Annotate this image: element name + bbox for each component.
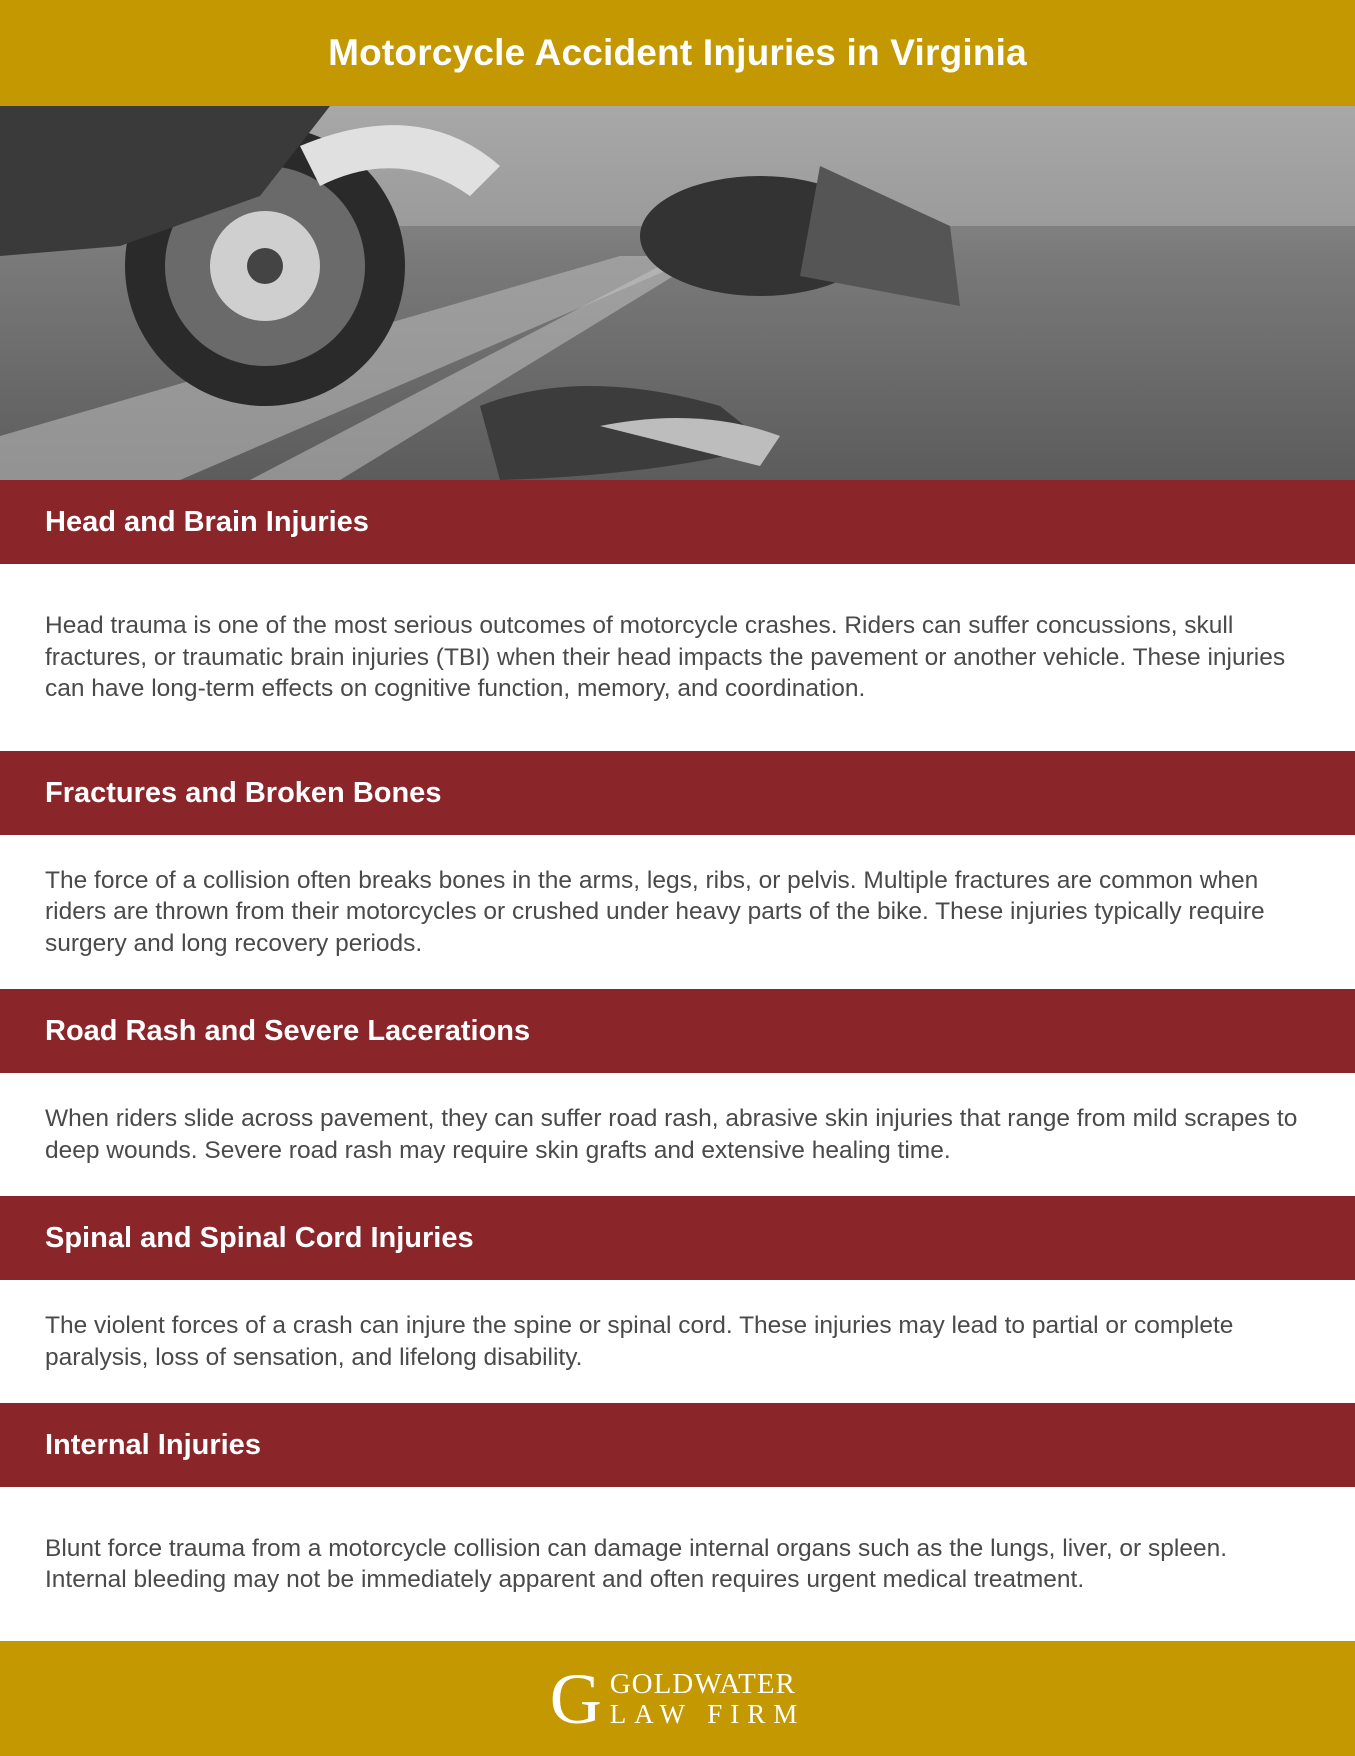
goldwater-logo xyxy=(549,1658,806,1739)
section-text: Head trauma is one of the most serious outcomes of motorcycle crashes. Riders can suffer concussions, skull fractures, or traumatic brain injuries (TBI) when their head impacts the pavement or another vehicle. These injuries can have long-term effects on cognitive function, memory, and coordination. xyxy=(45,612,1286,703)
section-text: Blunt force trauma from a motorcycle collision can damage internal organs such as the lungs, liver, or spleen. Internal bleeding may not be immediately apparent and often requires urgent medical treatment. xyxy=(45,1534,1228,1593)
section-title: Fractures and Broken Bones xyxy=(45,776,442,809)
section-text: When riders slide across pavement, they can suffer road rash, abrasive skin injuries that range from mild scrapes to deep wounds. Severe road rash may require skin grafts and extensive healing time. xyxy=(45,1105,1298,1164)
section-header-spinal xyxy=(0,1196,1355,1280)
logo-line1: GOLDWATER xyxy=(609,1668,796,1701)
section-text: The force of a collision often breaks bones in the arms, legs, ribs, or pelvis. Multiple fractures are common when riders are thrown from their motorcycles or crushed under heavy parts of the bike. These injuries typically require surgery and long recovery periods. xyxy=(45,866,1265,957)
crash-photo xyxy=(0,106,1355,480)
section-title: Head and Brain Injuries xyxy=(45,505,369,538)
section-header-head-brain xyxy=(0,480,1355,564)
section-body-spinal xyxy=(0,1280,1355,1403)
section-body-internal xyxy=(0,1487,1355,1641)
page-title: Motorcycle Accident Injuries in Virginia xyxy=(328,32,1027,73)
logo-line2: LAW FIRM xyxy=(609,1698,806,1729)
footer-banner xyxy=(0,1641,1355,1756)
section-body-fractures xyxy=(0,835,1355,989)
section-header-road-rash xyxy=(0,989,1355,1073)
section-header-internal xyxy=(0,1403,1355,1487)
crashed-motorcycle-image xyxy=(0,106,1355,480)
logo-monogram-icon: G xyxy=(549,1658,602,1739)
section-title: Internal Injuries xyxy=(45,1428,261,1461)
section-title: Road Rash and Severe Lacerations xyxy=(45,1014,531,1047)
section-body-road-rash xyxy=(0,1073,1355,1196)
section-text: The violent forces of a crash can injure the spine or spinal cord. These injuries may lead to partial or complete paralysis, loss of sensation, and lifelong disability. xyxy=(45,1312,1234,1371)
section-header-fractures xyxy=(0,751,1355,835)
title-banner xyxy=(0,0,1355,106)
section-body-head-brain xyxy=(0,564,1355,751)
section-title: Spinal and Spinal Cord Injuries xyxy=(45,1221,474,1254)
